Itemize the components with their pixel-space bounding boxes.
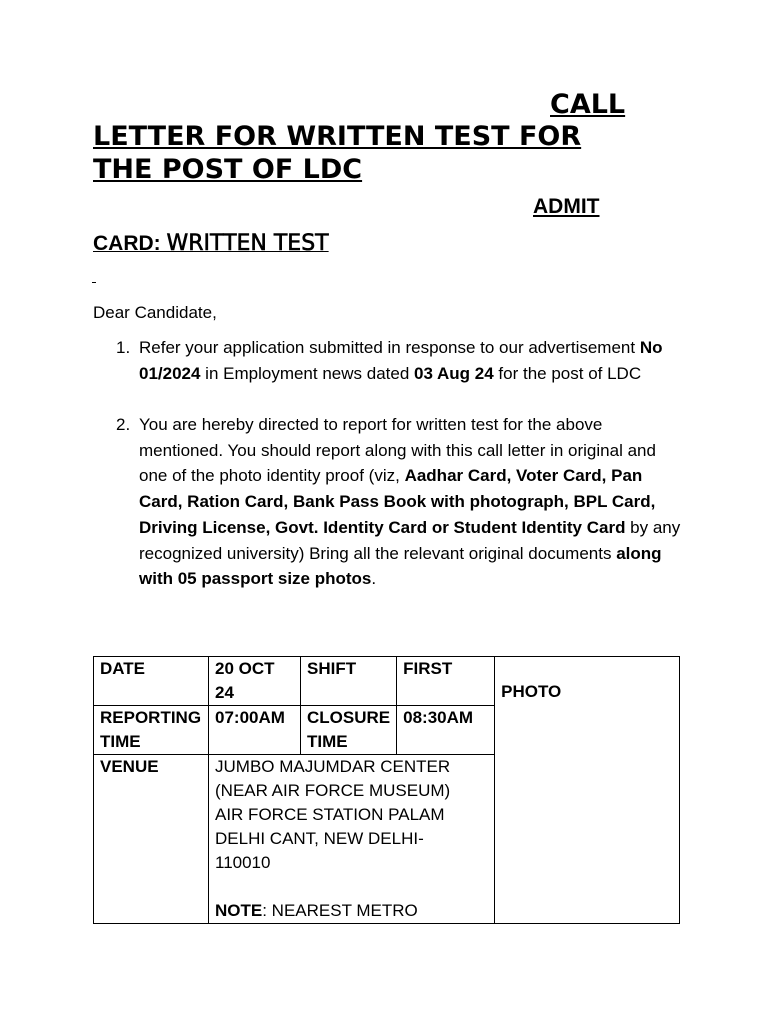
point-1-text-a: Refer your application submitted in response to our advertisement	[139, 338, 640, 357]
point-2-photos: along with 05 passport size photos	[139, 543, 662, 589]
date-label: DATE	[94, 657, 209, 706]
reporting-time-label: REPORTING TIME	[94, 706, 209, 755]
reporting-time-value: 07:00AM	[209, 706, 301, 755]
card-suffix: WRITTEN TEST	[166, 231, 329, 256]
point-2-text-b: by any recognized university) Bring all the relevant original documents	[139, 517, 681, 563]
point-1-text-b: in Employment news dated	[200, 363, 415, 383]
point-1-number: 1.	[116, 338, 131, 357]
venue-label: VENUE	[94, 755, 209, 924]
venue-line: AIR FORCE STATION PALAM	[215, 805, 445, 824]
point-1-text	[139, 335, 684, 386]
closure-time-label: CLOSURE TIME	[301, 706, 397, 755]
admit-label: ADMIT	[533, 195, 600, 218]
point-1-date: 03 Aug 24	[414, 363, 494, 383]
venue-line: DELHI CANT, NEW DELHI-	[215, 829, 424, 848]
point-2-text-c: .	[371, 569, 377, 589]
closure-time-value: 08:30AM	[397, 706, 495, 755]
greeting: Dear Candidate,	[93, 303, 217, 322]
heading-line-1: CALL	[550, 89, 626, 120]
point-2-text	[139, 412, 684, 592]
point-2-number: 2.	[116, 415, 131, 434]
photo-box: PHOTO	[495, 657, 680, 924]
venue-spacer	[215, 875, 488, 899]
heading-line-3: THE POST OF LDC	[93, 154, 363, 185]
venue-note	[215, 899, 488, 923]
date-value: 20 OCT 24	[209, 657, 301, 706]
point-2-id-proofs: Aadhar Card, Voter Card, Pan Card, Ration Card, Bank Pass Book with photograph, BPL Card, Driving License, Govt. Identity Card or Student Identity Card	[139, 466, 656, 537]
venue-line: 110010	[215, 853, 271, 872]
shift-label: SHIFT	[301, 657, 397, 706]
shift-value: FIRST	[397, 657, 495, 706]
table-row	[94, 657, 680, 706]
point-2-text-a: You are hereby directed to report for written test for the above mentioned. You should report along with this call letter in original and one of the photo identity proof (viz,	[139, 415, 656, 486]
point-1-text-c: for the post of LDC	[493, 363, 642, 383]
card-prefix: CARD:	[93, 232, 167, 255]
note-text: : NEAREST METRO	[262, 901, 418, 920]
venue-line: (NEAR AIR FORCE MUSEUM)	[215, 781, 451, 800]
venue-line: JUMBO MAJUMDAR CENTER	[215, 757, 451, 776]
heading-line-2: LETTER FOR WRITTEN TEST FOR	[93, 121, 582, 152]
venue-address	[209, 755, 495, 924]
card-heading	[93, 231, 329, 256]
divider-mark	[92, 282, 96, 283]
point-1-advertisement-no: No 01/2024	[139, 338, 663, 383]
exam-details-table	[93, 656, 680, 924]
note-label: NOTE	[215, 901, 263, 920]
